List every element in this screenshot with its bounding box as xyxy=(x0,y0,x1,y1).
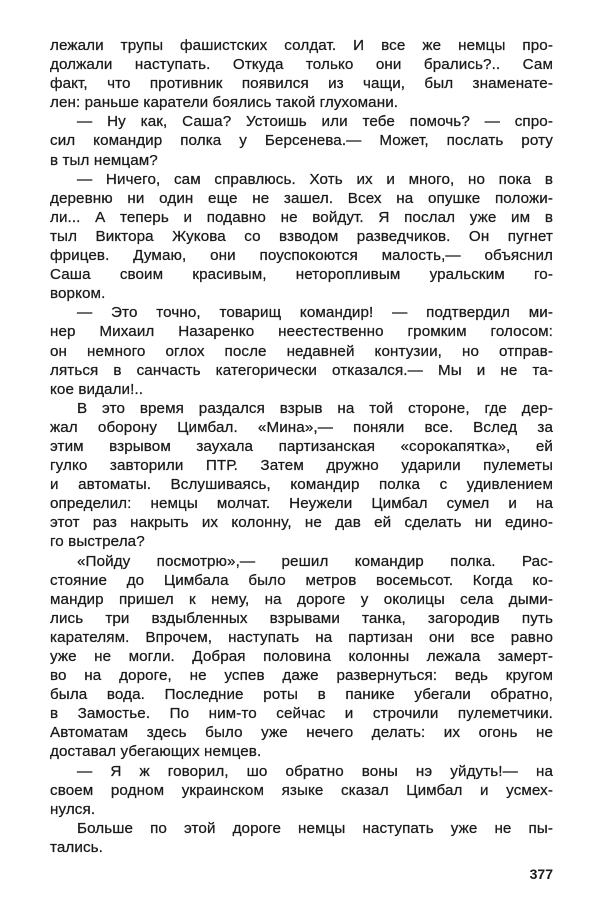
text-line: доставал убегающих немцев. xyxy=(50,743,262,761)
text-line: во на дороге, не успев даже развернуться: ведь кругом xyxy=(50,667,553,685)
text-line: ворком. xyxy=(50,285,106,303)
text-line: кое видали!.. xyxy=(50,380,144,398)
text-line: Больше по этой дороге немцы наступать уже не пы- xyxy=(77,819,553,837)
text-line: лись три вздыбленных взрывами танка, загородив путь xyxy=(50,609,553,627)
text-line: в Замостье. По ним-то сейчас и строчили пулеметчики. xyxy=(50,705,553,723)
paragraph xyxy=(50,762,553,819)
paragraph xyxy=(50,303,553,398)
text-line: В это время раздался взрыв на той стороне, где дер- xyxy=(77,399,553,417)
text-line: этот раз накрыть их колонну, не дав ей сделать ни едино- xyxy=(50,514,553,532)
text-line: стояние до Цимбала было метров восемьсот. Когда ко- xyxy=(50,571,553,589)
text-line: «Пойду посмотрю»,— решил командир полка. Рас- xyxy=(77,552,553,570)
text-line: лежали трупы фашистских солдат. И все же немцы про- xyxy=(50,37,553,54)
text-line: мандир пришел к нему, на дороге у околицы села дыми- xyxy=(50,590,553,608)
text-line: нер Михаил Назаренко неестественно громким голосом: xyxy=(50,323,553,341)
paragraph xyxy=(50,399,553,552)
paragraph xyxy=(50,552,553,762)
text-line: должали наступать. Откуда только они брались?.. Сам xyxy=(50,56,553,74)
text-line: — Ничего, сам справлюсь. Хоть их и много, но пока в xyxy=(77,170,553,188)
paragraph xyxy=(50,170,553,304)
text-line: деревню ни один еще не зашел. Всех на опушке положи- xyxy=(50,189,553,207)
text-line: тались. xyxy=(50,838,104,856)
text-line: Саша своим красивым, неторопливым уральским го- xyxy=(50,266,553,284)
text-line: гулко завторили ПТР. Затем дружно ударили пулеметы xyxy=(50,457,553,475)
text-line: — Ну как, Саша? Устоишь или тебе помочь? — спро- xyxy=(77,113,553,131)
text-line: фрицев. Думаю, они поуспокоются малость,— объяснил xyxy=(50,247,553,265)
text-line: ляться в санчасть категорически отказался.— Мы и не та- xyxy=(50,361,553,379)
text-line: факт, что противник появился из чащи, был знаменате- xyxy=(50,75,553,93)
text-line: этим взрывом заухала партизанская «сорокапятка», ей xyxy=(50,437,553,455)
text-line: го выстрела? xyxy=(50,533,145,551)
text-line: лен: раньше каратели боялись такой глухомани. xyxy=(50,94,399,112)
text-line: жал оборону Цимбал. «Мина»,— поняли все. Вслед за xyxy=(50,418,553,436)
paragraph xyxy=(50,36,553,112)
page-number: 377 xyxy=(529,866,553,882)
text-line: своем родном украинском языке сказал Цимбал и усмех- xyxy=(50,781,553,799)
text-line: и автоматы. Вслушиваясь, командир полка с удивлением xyxy=(50,476,553,494)
text-line: Автоматам здесь было уже нечего делать: их огонь не xyxy=(50,724,553,742)
text-line: он немного оглох после недавней контузии, но отправ- xyxy=(50,342,553,360)
page-body-text xyxy=(50,36,553,857)
text-line: была вода. Последние роты в панике убегали обратно, xyxy=(50,686,553,704)
text-line: — Это точно, товарищ командир! — подтвердил ми- xyxy=(77,304,553,322)
text-line: карателям. Впрочем, наступать на партизан они все равно xyxy=(50,628,553,646)
paragraph xyxy=(50,819,553,857)
paragraph xyxy=(50,112,553,169)
text-line: нулся. xyxy=(50,800,96,818)
text-line: в тыл немцам? xyxy=(50,151,158,169)
text-line: определил: немцы молчат. Неужели Цимбал сумел и на xyxy=(50,495,553,513)
text-line: — Я ж говорил, шо обратно воны нэ уйдуть!— на xyxy=(77,762,553,780)
text-line: сил командир полка у Берсенева.— Может, послать роту xyxy=(50,132,553,150)
text-line: ли... А теперь и подавно не войдут. Я послал уже им в xyxy=(50,208,553,226)
text-line: тыл Виктора Жукова со взводом разведчиков. Он пугнет xyxy=(50,227,553,245)
text-line: уже не могли. Добрая половина колонны лежала замерт- xyxy=(50,648,553,665)
